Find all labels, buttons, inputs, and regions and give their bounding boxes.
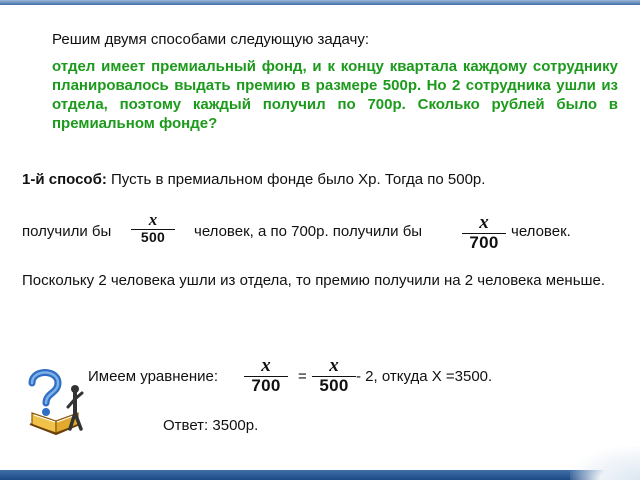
- top-border: [0, 0, 640, 5]
- fraction-denominator: 500: [319, 376, 349, 395]
- line2-part3: человек.: [511, 223, 571, 240]
- fraction-denominator: 500: [140, 229, 166, 245]
- line2-part1: получили бы: [22, 223, 112, 240]
- fraction-denominator: 700: [251, 376, 281, 395]
- method-line: [22, 170, 485, 189]
- reason-text: Поскольку 2 человека ушли из отдела, то премию получили на 2 человека меньше.: [22, 272, 606, 289]
- intro-text: Решим двумя способами следующую задачу:: [52, 31, 369, 48]
- fraction-x-over-700: [462, 212, 506, 252]
- bottom-border: [0, 470, 640, 480]
- problem-statement: отдел имеет премиальный фонд, и к концу квартала каждому сотруднику планировалось выдать премию в размере 500р. Но 2 сотрудника ушли из отдела, поэтому каждый получил по 700р. Сколько рублей было в премиальном фонде?: [52, 58, 618, 132]
- method-label: 1-й способ:: [22, 171, 107, 188]
- fraction-numerator: x: [479, 212, 489, 233]
- equation-tail: - 2, откуда Х =3500.: [356, 368, 493, 385]
- equation-fraction-x-over-500: [312, 355, 356, 395]
- method-text: Пусть в премиальном фонде было Хр. Тогда по 500р.: [106, 171, 486, 188]
- fraction-numerator: x: [261, 355, 271, 376]
- fraction-denominator: 700: [469, 233, 499, 252]
- corner-glow: [570, 446, 640, 480]
- fraction-numerator: x: [148, 210, 158, 229]
- equation-label: Имеем уравнение:: [88, 368, 219, 385]
- answer-text: Ответ: 3500р.: [163, 417, 259, 434]
- question-book-clipart-icon: [18, 363, 98, 443]
- equation-fraction-x-over-700: [244, 355, 288, 395]
- equals-sign: =: [298, 368, 307, 385]
- fraction-x-over-500: [131, 210, 175, 245]
- fraction-numerator: x: [329, 355, 339, 376]
- line2-part2: человек, а по 700р. получили бы: [194, 223, 423, 240]
